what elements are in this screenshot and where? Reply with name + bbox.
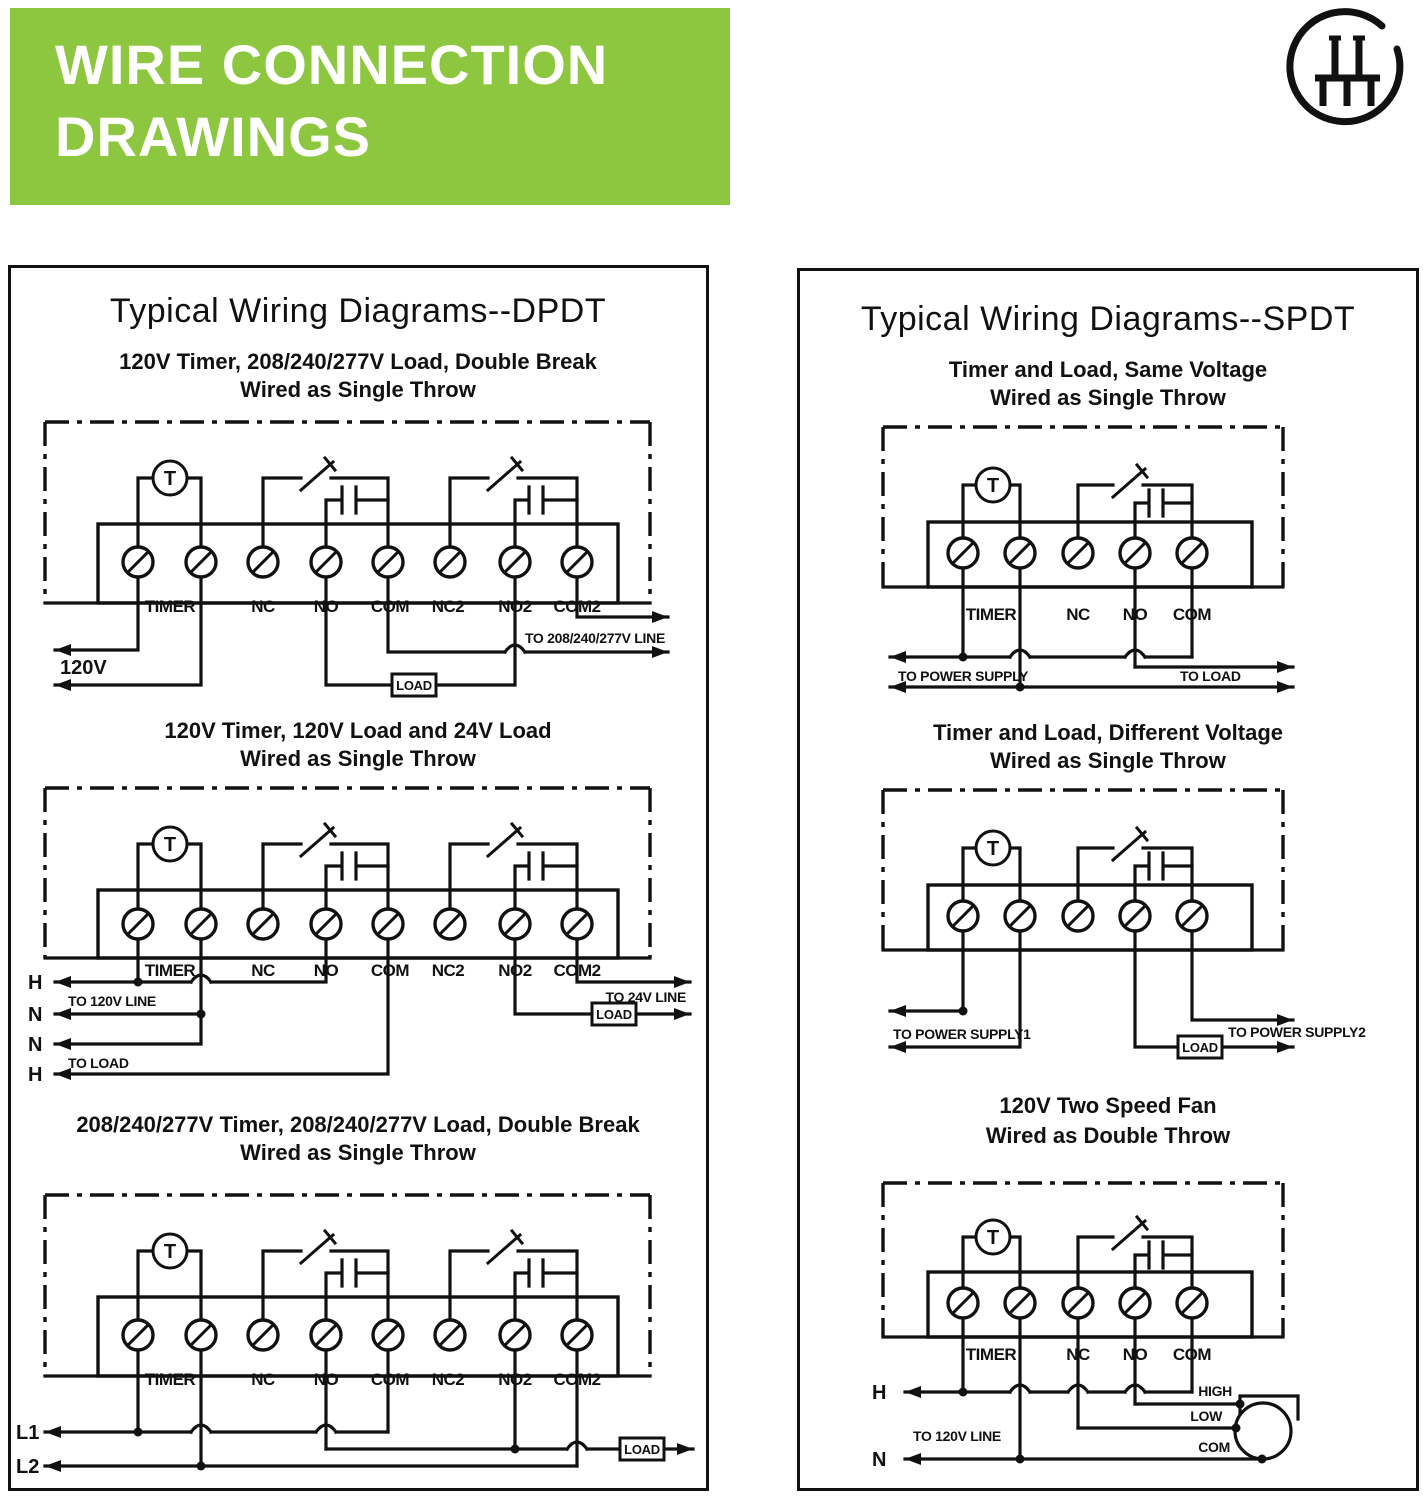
terminal-label: NC <box>1066 1345 1090 1364</box>
terminal-screw-icon <box>1005 901 1035 931</box>
terminal-label: NC <box>1066 605 1090 624</box>
spdt1-terminal-labels <box>966 605 1212 624</box>
spdt3-subtitle-2: Wired as Double Throw <box>985 1123 1231 1148</box>
terminal-label: TIMER <box>144 1370 196 1389</box>
terminal-label: COM <box>370 961 410 980</box>
dpdt1-120v-label: 120V <box>60 657 107 679</box>
terminal-screw-icon <box>948 901 978 931</box>
fan-com-label: COM <box>1198 1439 1230 1455</box>
terminal-screw-icon <box>562 909 592 939</box>
svg-text:T: T <box>163 834 177 856</box>
terminal-label: COM2 <box>553 1370 601 1389</box>
arrow-right-icon <box>674 1008 690 1020</box>
spdt3-subtitle-1: 120V Two Speed Fan <box>999 1093 1217 1118</box>
terminal-screw-icon <box>311 1320 341 1350</box>
terminal-label: NC2 <box>431 597 465 616</box>
arrow-left-icon <box>890 1005 906 1017</box>
terminal-label: NO <box>313 1370 339 1389</box>
terminal-screw-icon <box>1005 538 1035 568</box>
terminal-screw-icon <box>1120 1288 1150 1318</box>
terminal-screw-icon <box>500 1320 530 1350</box>
terminal-screw-icon <box>1005 1288 1035 1318</box>
terminal-screw-icon <box>186 547 216 577</box>
terminal-label: NO <box>313 597 339 616</box>
terminal-label: COM2 <box>553 597 601 616</box>
terminal-screw-icon <box>1177 901 1207 931</box>
terminal-label: COM2 <box>553 961 601 980</box>
terminal-strip <box>98 524 618 603</box>
arrow-left-icon <box>890 1041 906 1053</box>
terminal-screw-icon <box>311 909 341 939</box>
svg-text:T: T <box>163 468 177 490</box>
banner <box>10 8 730 205</box>
terminal-label: TIMER <box>144 961 196 980</box>
dpdt2-subtitle-1: 120V Timer, 120V Load and 24V Load <box>164 718 552 743</box>
dpdt-diagram-3 <box>16 1112 693 1478</box>
dpdt3-subtitle-1: 208/240/277V Timer, 208/240/277V Load, Double Break <box>76 1112 640 1137</box>
spdt3-to-120v-label: TO 120V LINE <box>913 1428 1001 1444</box>
terminal-screw-icon <box>373 547 403 577</box>
terminal-screw-icon <box>1177 538 1207 568</box>
wire-connection-brand-icon <box>1285 8 1410 133</box>
terminal-screw-icon <box>186 1320 216 1350</box>
spdt3-terminal-labels <box>966 1345 1212 1364</box>
terminal-screw-icon <box>562 1320 592 1350</box>
fan-low-label: LOW <box>1190 1408 1222 1424</box>
terminal-screw-icon <box>500 909 530 939</box>
spdt1-load-label: TO LOAD <box>1180 668 1241 684</box>
svg-text:T: T <box>163 1241 177 1263</box>
terminal-label: NC2 <box>431 961 465 980</box>
svg-text:LOAD: LOAD <box>1182 1040 1218 1055</box>
terminal-screw-icon <box>1063 1288 1093 1318</box>
terminal-label: NO2 <box>498 1370 532 1389</box>
load-box <box>392 674 436 696</box>
dpdt1-line-label: TO 208/240/277V LINE <box>524 630 665 646</box>
terminal-screw-icon <box>311 547 341 577</box>
terminal-screw-icon <box>562 547 592 577</box>
arrow-left-icon <box>905 1386 921 1398</box>
terminal-label: NC2 <box>431 1370 465 1389</box>
terminal-label: NO2 <box>498 597 532 616</box>
terminal-label: COM <box>370 597 410 616</box>
spdt1-supply-label: TO POWER SUPPLY <box>898 668 1029 684</box>
banner-title-line2: DRAWINGS <box>55 105 371 168</box>
arrow-left-icon <box>45 1460 61 1472</box>
dpdt2-to-120v-label: TO 120V LINE <box>68 993 156 1009</box>
terminal-screw-icon <box>123 909 153 939</box>
arrow-right-icon <box>677 1443 693 1455</box>
spdt2-supply1-label: TO POWER SUPPLY1 <box>893 1026 1031 1042</box>
spdt-panel-title: Typical Wiring Diagrams--SPDT <box>860 300 1356 338</box>
spdt1-subtitle-2: Wired as Single Throw <box>990 385 1226 410</box>
terminal-label: NO <box>1122 1345 1148 1364</box>
terminal-screw-icon <box>186 909 216 939</box>
terminal-screw-icon <box>500 547 530 577</box>
svg-text:LOAD: LOAD <box>596 1007 632 1022</box>
arrow-left-icon <box>45 1426 61 1438</box>
spdt-diagrams-svg <box>800 271 1416 1488</box>
dpdt-diagram-1 <box>45 349 668 696</box>
svg-text:T: T <box>986 475 1000 497</box>
spdt2-supply2-label: TO POWER SUPPLY2 <box>1228 1024 1366 1040</box>
dpdt1-subtitle-2: Wired as Single Throw <box>240 377 476 402</box>
line-label-h: H <box>28 972 43 994</box>
terminal-screw-icon <box>435 1320 465 1350</box>
terminal-screw-icon <box>948 1288 978 1318</box>
terminal-screw-icon <box>1063 538 1093 568</box>
terminal-label: NC <box>251 597 275 616</box>
terminal-screw-icon <box>123 1320 153 1350</box>
arrow-left-icon <box>55 1008 71 1020</box>
arrow-right-icon <box>1277 661 1293 673</box>
terminal-screw-icon <box>373 909 403 939</box>
arrow-left-icon <box>55 644 71 656</box>
arrow-left-icon <box>55 976 71 988</box>
spdt1-subtitle-1: Timer and Load, Same Voltage <box>948 357 1268 382</box>
dpdt-diagram-2 <box>28 718 690 1086</box>
terminal-label: COM <box>370 1370 410 1389</box>
dpdt3-subtitle-2: Wired as Single Throw <box>240 1140 476 1165</box>
arrow-right-icon <box>652 646 668 658</box>
spdt-diagram-3 <box>872 1093 1298 1471</box>
arrow-left-icon <box>55 679 71 691</box>
arrow-right-icon <box>652 611 668 623</box>
load-box <box>592 1003 636 1025</box>
terminal-screw-icon <box>1177 1288 1207 1318</box>
line-label-n: N <box>28 1034 43 1056</box>
spdt2-subtitle-1: Timer and Load, Different Voltage <box>932 720 1284 745</box>
svg-text:T: T <box>986 838 1000 860</box>
terminal-screw-icon <box>248 1320 278 1350</box>
terminal-label: NO2 <box>498 961 532 980</box>
line-label-h: H <box>28 1064 43 1086</box>
fan-blower-icon <box>1235 1396 1298 1459</box>
arrow-right-icon <box>1277 1041 1293 1053</box>
terminal-screw-icon <box>248 547 278 577</box>
terminal-screw-icon <box>1063 901 1093 931</box>
load-box <box>620 1438 664 1460</box>
terminal-label: NO <box>313 961 339 980</box>
dpdt-panel-title: Typical Wiring Diagrams--DPDT <box>109 292 607 330</box>
dpdt2-to-24v-label: TO 24V LINE <box>605 989 686 1005</box>
dpdt-panel <box>8 265 709 1491</box>
svg-text:LOAD: LOAD <box>624 1442 660 1457</box>
terminal-screw-icon <box>1120 901 1150 931</box>
line-label-l2: L2 <box>16 1456 40 1478</box>
terminal-label: NC <box>251 1370 275 1389</box>
spdt-panel <box>797 268 1419 1491</box>
dpdt2-to-load-label: TO LOAD <box>68 1055 129 1071</box>
spdt2-subtitle-2: Wired as Single Throw <box>990 748 1226 773</box>
line-label-l1: L1 <box>16 1422 40 1444</box>
dpdt1-subtitle-1: 120V Timer, 208/240/277V Load, Double Break <box>119 349 597 374</box>
terminal-label: COM <box>1172 1345 1212 1364</box>
terminal-screw-icon <box>123 547 153 577</box>
spdt-diagram-1 <box>883 357 1293 693</box>
arrow-left-icon <box>55 1038 71 1050</box>
line-label-h: H <box>872 1382 887 1404</box>
spdt-diagram-2 <box>883 720 1366 1058</box>
dpdt2-subtitle-2: Wired as Single Throw <box>240 746 476 771</box>
terminal-screw-icon <box>435 547 465 577</box>
svg-text:LOAD: LOAD <box>396 678 432 693</box>
terminal-label: NO <box>1122 605 1148 624</box>
arrow-left-icon <box>890 651 906 663</box>
terminal-screw-icon <box>1120 538 1150 568</box>
svg-text:T: T <box>986 1227 1000 1249</box>
line-label-n: N <box>872 1449 887 1471</box>
terminal-label: NC <box>251 961 275 980</box>
terminal-label: TIMER <box>965 1345 1017 1364</box>
terminal-screw-icon <box>248 909 278 939</box>
dpdt-diagrams-svg <box>11 268 706 1488</box>
load-box <box>1178 1036 1222 1058</box>
banner-title-line1: WIRE CONNECTION <box>55 33 609 96</box>
dpdt2-terminal-labels <box>145 961 601 980</box>
fan-high-label: HIGH <box>1198 1383 1232 1399</box>
arrow-right-icon <box>674 976 690 988</box>
terminal-screw-icon <box>373 1320 403 1350</box>
terminal-label: TIMER <box>965 605 1017 624</box>
terminal-label: COM <box>1172 605 1212 624</box>
arrow-left-icon <box>905 1453 921 1465</box>
terminal-screw-icon <box>948 538 978 568</box>
terminal-screw-icon <box>435 909 465 939</box>
arrow-right-icon <box>1277 681 1293 693</box>
line-label-n: N <box>28 1004 43 1026</box>
terminal-label: TIMER <box>144 597 196 616</box>
